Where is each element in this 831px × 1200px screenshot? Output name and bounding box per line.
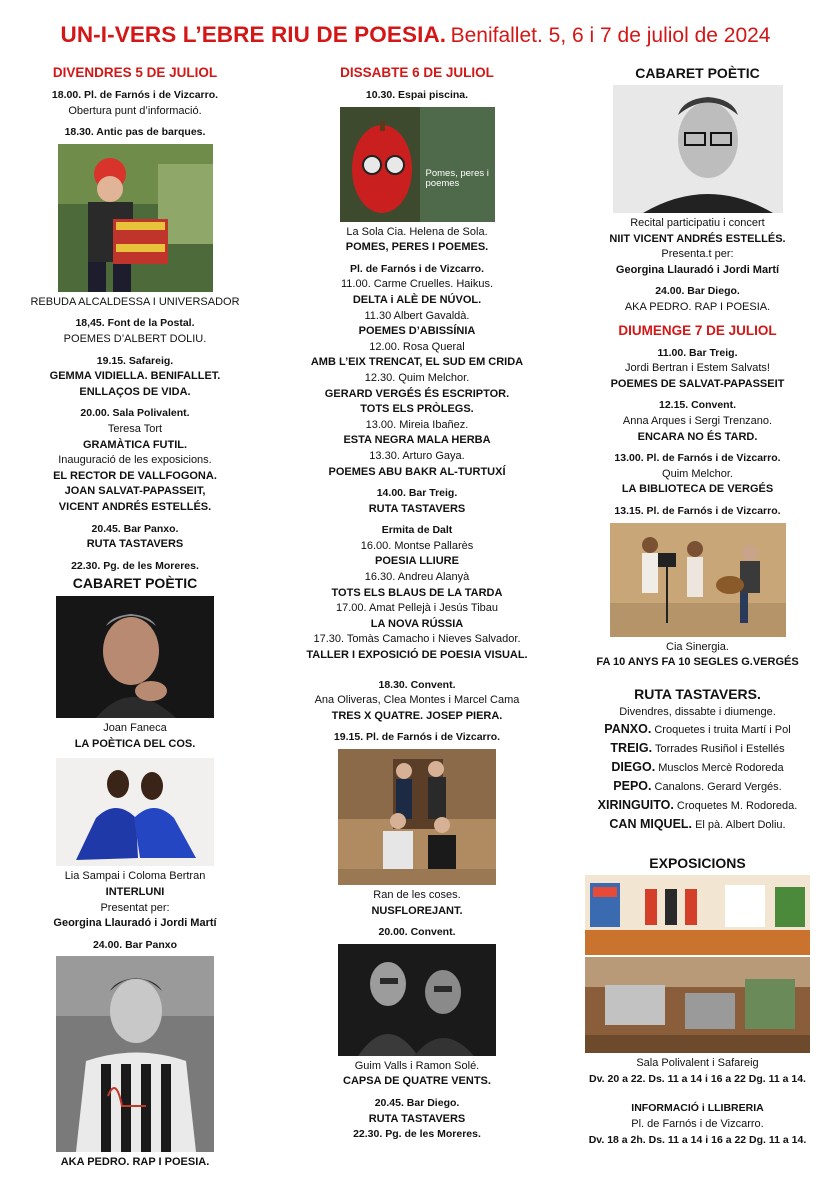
event-time: 16.00. Montse Pallarès (360, 539, 474, 552)
event-title: POMES, PERES I POEMES. (345, 241, 489, 254)
event (300, 678, 534, 725)
photo-vicent-andres-estelles (613, 85, 783, 213)
event-title: AMB L’EIX TRENCAT, EL SUD EM CRIDA (310, 356, 524, 369)
event (300, 486, 534, 517)
event-time: 24.00. Bar Panxo (92, 938, 178, 951)
event-desc: Inauguració de les exposicions. (58, 454, 212, 467)
event-time: 18,45. Font de la Postal. (75, 317, 195, 330)
event-time: 13.15. Pl. de Farnós i de Vizcarro. (614, 504, 781, 517)
event-title: NIIT VICENT ANDRÉS ESTELLÉS. (609, 232, 786, 245)
event-presenters: Georgina Llauradó i Jordi Martí (53, 917, 217, 930)
event (300, 925, 534, 1090)
event-title: GERARD VERGÉS ÉS ESCRIPTOR. (324, 387, 510, 400)
poster-title (0, 22, 831, 48)
event-title: CAPSA DE QUATRE VENTS. (343, 1075, 491, 1088)
event-time: 20.00. Sala Polivalent. (80, 407, 190, 420)
photo-exhibition-halls (585, 875, 810, 1053)
event-who: Ran de les coses. (373, 889, 461, 901)
event (30, 522, 240, 553)
ruta-dish: Croquetes i truita Martí i Pol (654, 724, 791, 737)
book-title: Pomes, peres i poemes (425, 167, 489, 189)
ruta-item (585, 739, 810, 758)
event (30, 316, 240, 347)
event-who: La Sola Cia. Helena de Sola. (346, 225, 488, 238)
event (300, 88, 534, 256)
event-time: 13.00. Pl. de Farnós i de Vizcarro. (614, 452, 781, 465)
event-title: ESTA NEGRA MALA HERBA (343, 434, 491, 447)
event-time: 17.00. Amat Pellejà i Jesús Tibau (335, 602, 499, 615)
event-time: 20.45. Bar Diego. (374, 1096, 460, 1109)
event-caption: REBUDA ALCALDESSA I UNIVERSADOR (30, 295, 240, 308)
event (585, 398, 810, 445)
event (585, 504, 810, 671)
event-group (300, 262, 534, 480)
title-main: UN-I-VERS L’EBRE RIU DE POESIA. (60, 22, 447, 47)
event-time: 18.00. Pl. de Farnós i de Vizcarro. (51, 89, 219, 101)
info-heading: INFORMACIÓ i LLIBRERIA (631, 1102, 764, 1115)
event-time: 19.15. Safareig. (96, 354, 174, 367)
event-time: 18.30. Convent. (378, 678, 456, 691)
event-time: 22.30. Pg. de les Moreres. (353, 1128, 481, 1141)
event (30, 354, 240, 401)
event (300, 730, 534, 919)
event-presenter-label: Presenta.t per: (661, 248, 734, 261)
event-title: ENLLAÇOS DE VIDA. (79, 385, 191, 398)
event-title: LA BIBLIOTECA DE VERGÉS (621, 483, 774, 496)
event-title: INTERLUNI (105, 886, 165, 899)
informacio (585, 1101, 810, 1148)
day-heading-friday: DIVENDRES 5 DE JULIOL (52, 65, 218, 80)
event-title: TALLER I EXPOSICIÓ DE POESIA VISUAL. (306, 649, 528, 662)
event (300, 1096, 534, 1143)
ruta-venue: DIEGO. (611, 760, 656, 775)
event-time: 11.00. Carme Cruelles. Haikus. (340, 278, 494, 291)
event (30, 406, 240, 515)
event-title: FA 10 ANYS FA 10 SEGLES G.VERGÉS (596, 656, 799, 669)
event (30, 758, 240, 931)
event-title: RUTA TASTAVERS (368, 1112, 466, 1125)
event (30, 938, 240, 1171)
event-title: GRAMÀTICA FUTIL. (82, 438, 188, 451)
ruta-item (585, 720, 810, 739)
ruta-venue: PANXO. (604, 722, 652, 737)
event-time: 19.15. Pl. de Farnós i de Vizcarro. (333, 731, 501, 744)
event (30, 88, 240, 119)
event-title: AKA PEDRO. RAP I POESIA. (60, 1156, 210, 1169)
performer-name: Lia Sampai i Coloma Bertran (64, 870, 206, 883)
column-friday (30, 64, 240, 1177)
title-sub: Benifallet. 5, 6 i 7 de juliol de 2024 (450, 24, 771, 47)
event-time: 20.00. Convent. (378, 926, 456, 939)
event-who: Cia Sinergia. (666, 640, 729, 653)
event-desc: Obertura punt d’informació. (68, 104, 202, 117)
event-title: RUTA TASTAVERS (368, 502, 466, 515)
event-time: 12.00. Rosa Queral (369, 340, 465, 353)
photo-ran-de-les-coses (338, 749, 496, 885)
event-title: EL RECTOR DE VALLFOGONA. (53, 469, 217, 482)
photo-lia-coloma (56, 758, 214, 866)
event-time: 13.00. Mireia Ibañez. (365, 418, 469, 431)
ruta-dish: Croquetes M. Rodoreda. (676, 800, 798, 813)
event (585, 85, 810, 278)
ruta-venue: TREIG. (610, 741, 653, 756)
event-desc: POEMES D’ALBERT DOLIU. (63, 332, 207, 345)
event-who: Teresa Tort (107, 422, 163, 435)
event-time: 13.30. Arturo Gaya. (369, 449, 465, 462)
column-saturday (300, 64, 534, 1149)
event-title: POESIA LLIURE (375, 555, 459, 568)
event-time: 11.00. Bar Treig. (657, 346, 738, 359)
day-heading-saturday: DISSABTE 6 DE JULIOL (340, 65, 494, 80)
event-time: 22.30. Pg. de les Moreres. (71, 559, 199, 572)
ruta-venue: CAN MIQUEL. (609, 817, 693, 832)
event-time: 11.30 Albert Gavaldà. (364, 309, 470, 322)
event-presenters: Georgina Llauradó i Jordi Martí (615, 263, 780, 276)
ruta-item (585, 758, 810, 777)
event-who: Quim Melchor. (662, 467, 733, 480)
event-time: 17.30. Tomàs Camacho i Nieves Salvador. (313, 633, 521, 646)
ruta-dish: Musclos Mercè Rodoreda (658, 762, 784, 775)
event-presenter-label: Presentat per: (100, 901, 170, 914)
photo-cia-sinergia (610, 523, 786, 637)
event-title: LA NOVA RÚSSIA (370, 617, 464, 630)
event-title: POEMES ABU BAKR AL-TURTUXÍ (328, 465, 506, 478)
event-time: 12.30. Quim Melchor. (364, 371, 470, 384)
section-heading: CABARET POÈTIC (635, 65, 760, 81)
ruta-dish: El pà. Albert Doliu. (695, 819, 786, 832)
event-desc: Recital participatiu i concert (630, 217, 765, 229)
event-time: 16.30. Andreu Alanyà (364, 571, 470, 584)
info-hours: Dv. 18 a 2h. Ds. 11 a 14 i 16 a 22 Dg. 11 a 14. (588, 1133, 807, 1146)
expo-hours: Dv. 20 a 22. Ds. 11 a 14 i 16 a 22 Dg. 11 a 14. (589, 1072, 806, 1085)
ruta-dish: Canalons. Gerard Vergés. (654, 781, 782, 794)
day-heading-sunday: DIUMENGE 7 DE JULIOL (618, 322, 777, 338)
section-heading: RUTA TASTAVERS. (634, 685, 761, 702)
event (30, 125, 240, 310)
ruta-item (585, 815, 810, 834)
expo-caption: Sala Polivalent i Safareig (636, 1057, 759, 1070)
photo-guim-ramon (338, 944, 496, 1056)
event-title: RUTA TASTAVERS (86, 538, 184, 551)
event-who: Guim Valls i Ramon Solé. (354, 1059, 480, 1072)
event-title: TRES X QUATRE. JOSEP PIERA. (331, 709, 503, 722)
event-time: 14.00. Bar Treig. (376, 487, 458, 500)
event-title: AKA PEDRO. RAP I POESIA. (624, 300, 771, 313)
ruta-dish: Torrades Rusiñol i Estellés (654, 743, 785, 756)
ruta-venue: PEPO. (613, 779, 652, 794)
photo-joan-faneca (56, 596, 214, 718)
event (30, 596, 240, 752)
ruta-tastavers (585, 685, 810, 835)
event-time: 12.15. Convent. (658, 399, 737, 412)
event-title: JOAN SALVAT-PAPASSEIT, (64, 485, 206, 498)
ruta-item (585, 796, 810, 815)
ruta-subtitle: Divendres, dissabte i diumenge. (619, 705, 776, 718)
column-cabaret-sunday (585, 64, 810, 1154)
event (585, 346, 810, 393)
event-title: GEMMA VIDIELLA. BENIFALLET. (49, 370, 221, 383)
performer-name: Joan Faneca (103, 722, 167, 735)
event-place: Ermita de Dalt (381, 524, 453, 537)
photo-pomes-peres (340, 107, 495, 222)
event-title: LA POÈTICA DEL COS. (74, 737, 196, 750)
event-time: 18.30. Antic pas de barques. (64, 126, 206, 139)
event-group (300, 523, 534, 663)
event-who: Ana Oliveras, Clea Montes i Marcel Cama (314, 694, 520, 707)
event-time: 24.00. Bar Diego. (655, 285, 740, 298)
event-title: ENCARA NO ÉS TARD. (637, 430, 758, 443)
exposicions (585, 854, 810, 1087)
event (585, 451, 810, 498)
event (585, 284, 810, 315)
event-time: 20.45. Bar Panxo. (91, 522, 179, 535)
event-title: NUSFLOREJANT. (371, 904, 463, 917)
section-heading: CABARET POÈTIC (72, 575, 198, 592)
event-who: Jordi Bertran i Estem Salvats! (625, 362, 770, 375)
section-heading: EXPOSICIONS (649, 855, 746, 872)
info-place: Pl. de Farnós i de Vizcarro. (631, 1118, 764, 1131)
photo-aka-pedro (56, 956, 214, 1152)
ruta-item (585, 777, 810, 796)
event (30, 559, 240, 593)
ruta-venue: XIRINGUITO. (597, 798, 674, 813)
photo-accordion-player (58, 144, 213, 292)
event-place: Pl. de Farnós i de Vizcarro. (349, 262, 485, 275)
event-title: TOTS ELS PRÒLEGS. (360, 403, 474, 416)
event-title: TOTS ELS BLAUS DE LA TARDA (331, 586, 503, 599)
event-title: POEMES DE SALVAT-PAPASSEIT (610, 377, 785, 390)
event-title: POEMES D’ABISSÍNIA (358, 325, 476, 338)
event-time: 10.30. Espai piscina. (365, 89, 469, 101)
event-title: DELTA i ALÈ DE NÚVOL. (352, 293, 482, 306)
event-who: Anna Arques i Sergi Trenzano. (622, 414, 773, 427)
event-title: VICENT ANDRÉS ESTELLÉS. (58, 500, 212, 513)
